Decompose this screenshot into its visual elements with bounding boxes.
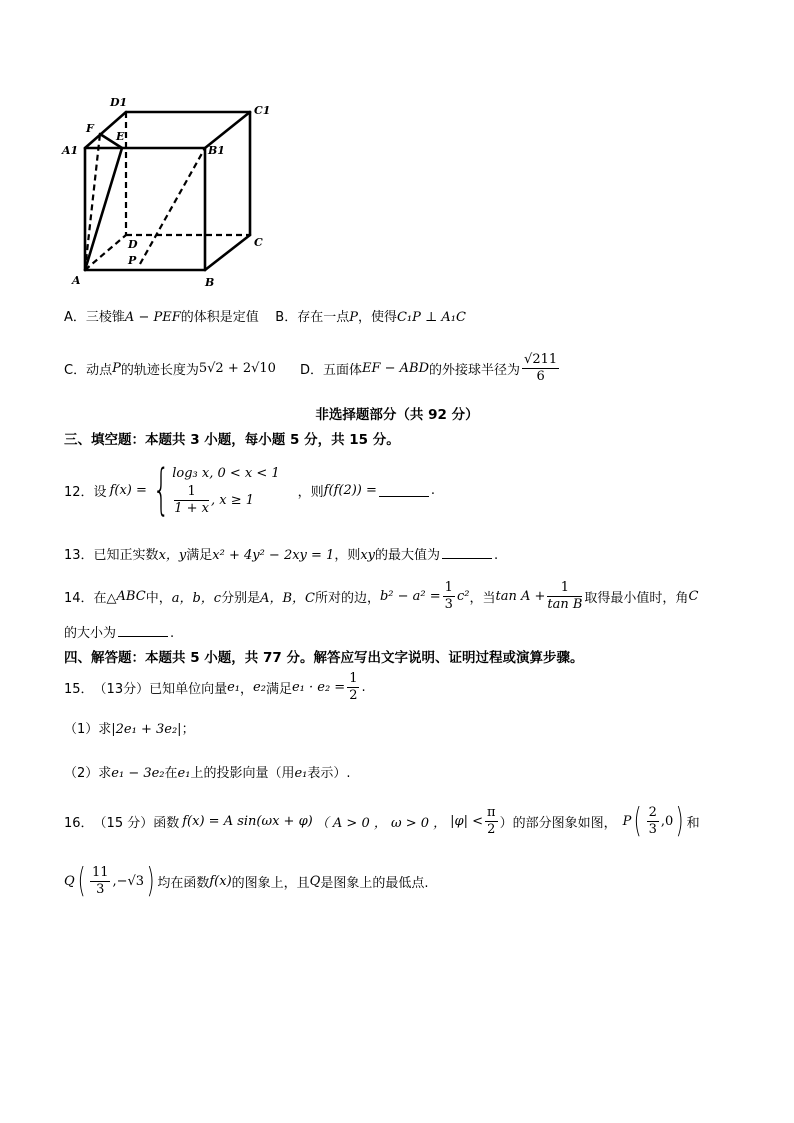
q13-text3: ，则 — [334, 548, 361, 563]
q16-Q-frac — [90, 865, 111, 898]
q14-num: 14． — [64, 590, 94, 606]
q14-eq-frac — [443, 580, 455, 613]
optC-math: 5√2 + 2√10 — [198, 360, 276, 376]
q14-text4: 所对的边， — [314, 590, 380, 606]
q14-sides: a，b，c — [171, 590, 222, 606]
q13-text4: 的最大值为 — [375, 548, 441, 563]
label-F: F — [86, 122, 94, 135]
q14-line1 — [64, 576, 698, 616]
q15-p1-label: （1）求 — [64, 722, 112, 737]
q16-P-y: ,0 — [660, 813, 674, 829]
q16-text1: 函数 — [153, 815, 180, 831]
label-D1: D1 — [110, 96, 128, 109]
optB-math: C₁P ⊥ A₁C — [396, 310, 466, 325]
q16-text2: 均在函数 — [157, 875, 210, 891]
q14-t-frac — [547, 580, 582, 613]
edge-C1B1 — [205, 112, 250, 148]
q12-mid: ，则 — [297, 484, 324, 500]
q12-prefix: 设 — [93, 484, 107, 500]
q15-p2-e1b: e₁ — [294, 766, 308, 781]
q15-num: 15． — [64, 681, 94, 697]
q15-text1: 已知单位向量 — [149, 681, 228, 697]
q16-Q: Q — [64, 873, 75, 889]
optA-math: A − PEF — [124, 310, 181, 325]
q15-p2-text: 在 — [164, 766, 178, 781]
optA-text: 三棱锥 — [85, 310, 125, 325]
optB-text: 存在一点 — [297, 310, 350, 325]
q12 — [64, 457, 435, 523]
q12-case2-den: 1 + x — [174, 500, 209, 516]
q15-p2-e1: e₁ — [177, 766, 191, 781]
q14-eq-right: c² — [456, 588, 470, 604]
q16-Q-rparen: ) — [146, 861, 155, 901]
q12-case2-cond: , x ≥ 1 — [211, 492, 255, 508]
q16-P-num: 2 — [648, 804, 657, 820]
q14-eq-left: b² − a² = — [379, 588, 441, 604]
q13-text1: 已知正实数 — [93, 548, 159, 563]
q15-den-v: 2 — [349, 687, 358, 703]
q15-text2: 满足 — [265, 681, 292, 697]
q14-t-num: 1 — [547, 580, 582, 597]
section-nonchoice-title: 非选择题部分（共 92 分） — [315, 407, 479, 423]
optD-math: EF − ABD — [361, 360, 430, 376]
q12-num: 12． — [64, 484, 94, 500]
q15-dot: e₁ · e₂ = — [291, 679, 346, 695]
q14-text1: 在△ — [93, 590, 117, 606]
q14-end: . — [170, 626, 175, 641]
edge-CB — [205, 235, 250, 270]
q14-line2-text: 的大小为 — [64, 626, 117, 641]
q12-case2-frac — [174, 484, 209, 517]
optB-letter: B． — [275, 310, 298, 325]
q13-vars: x，y — [158, 548, 187, 563]
optD-den: 6 — [536, 368, 545, 384]
q15-comma: ， — [240, 681, 254, 697]
q16-line1 — [64, 800, 700, 842]
q15-p1-end: ； — [181, 722, 195, 737]
q16-Q-num: 11 — [91, 864, 109, 880]
q12-answer-blank[interactable] — [379, 484, 429, 497]
optA-letter: A． — [64, 310, 86, 325]
optC-letter: C． — [64, 362, 87, 378]
q13 — [64, 544, 498, 563]
q14-text6: 取得最小值时，角 — [584, 590, 689, 606]
q14-abc: ABC — [116, 588, 146, 604]
label-E: E — [116, 130, 125, 143]
q16-Q-y: ,−√3 — [112, 873, 145, 889]
optB-p: P — [349, 310, 358, 325]
q15-e1: e₁ — [227, 679, 241, 695]
section3-title: 三、填空题：本题共 3 小题，每小题 5 分，共 15 分。 — [64, 432, 400, 448]
q16-Q-lparen: ( — [77, 861, 86, 901]
q15-frac — [347, 671, 359, 704]
q16-cond: （ A > 0 ， ω > 0 ， — [315, 815, 447, 831]
q12-case1: log₃ x, 0 < x < 1 — [172, 465, 280, 481]
q12-brace: { — [152, 458, 170, 521]
optD-mid: 的外接球半径为 — [429, 362, 521, 378]
optD-letter: D． — [299, 362, 323, 378]
q13-text2: 满足 — [186, 548, 213, 563]
q13-answer-blank[interactable] — [442, 546, 492, 559]
optB-mid: ，使得 — [357, 310, 397, 325]
q16-pi-frac — [485, 805, 498, 838]
q12-fx: f(x) = — [109, 482, 147, 498]
q16-P-frac — [647, 805, 659, 838]
q15-end: . — [361, 679, 366, 695]
q11-options-cd — [64, 348, 561, 388]
q14-t-den: tan B — [547, 596, 583, 612]
q16-two: 2 — [487, 821, 496, 837]
q16-cond-end: ）的部分图象如图， — [499, 815, 617, 831]
q16-fx: f(x) — [209, 873, 232, 889]
q16-num: 16． — [64, 815, 94, 831]
q16-P: P — [622, 813, 632, 829]
q13-num: 13． — [64, 548, 94, 563]
q16-phi: |φ| < — [450, 813, 484, 829]
edge-AE — [85, 148, 122, 270]
q14-eq-num: 1 — [444, 579, 453, 595]
q15-p1-math: |2e₁ + 3e₂| — [111, 722, 182, 737]
cube-figure — [60, 92, 280, 292]
label-D: D — [128, 238, 138, 251]
q14-tanA: tan A + — [495, 588, 546, 604]
q14-answer-blank[interactable] — [118, 624, 168, 637]
q15-p2-math: e₁ − 3e₂ — [111, 766, 165, 781]
label-C1: C1 — [254, 104, 271, 117]
q11-options-ab — [64, 306, 466, 325]
q12-end: . — [430, 482, 436, 498]
q16-pi: π — [487, 804, 496, 820]
optA-tail: 的体积是定值 — [180, 310, 259, 325]
hidden-PB1 — [140, 148, 205, 264]
q15-p2-end: 表示）. — [307, 766, 351, 781]
q16-P-rparen: ) — [675, 801, 684, 841]
q16-text3: 的图象上，且 — [231, 875, 310, 891]
label-A: A — [72, 274, 81, 287]
q16-score: （15 分） — [93, 815, 154, 831]
q14-text2: 中， — [145, 590, 172, 606]
q15-num-v: 1 — [349, 670, 358, 686]
q14-c: C — [688, 588, 699, 604]
q16-P-den: 3 — [648, 821, 657, 837]
q13-xy: xy — [360, 548, 376, 563]
label-P: P — [128, 254, 137, 267]
q12-cases — [172, 464, 279, 517]
optC-mid: 的轨迹长度为 — [120, 362, 199, 378]
q16-text4: 是图象上的最低点. — [320, 875, 429, 891]
q15-stem — [64, 668, 366, 706]
q16-func: f(x) = A sin(ωx + φ) — [182, 813, 313, 829]
q15-part2 — [64, 762, 351, 781]
q16-P-lparen: ( — [633, 801, 642, 841]
q16-Qb: Q — [309, 873, 321, 889]
q16-and: 和 — [686, 815, 700, 831]
q15-p2-text2: 上的投影向量（用 — [190, 766, 295, 781]
q13-eq: x² + 4y² − 2xy = 1 — [212, 548, 335, 563]
label-A1: A1 — [62, 144, 79, 157]
q15-part1 — [64, 718, 195, 737]
q12-case2-num: 1 — [174, 484, 209, 501]
q16-Q-den: 3 — [96, 881, 105, 897]
q15-e2: e₂ — [253, 679, 266, 695]
label-B: B — [205, 276, 215, 289]
optD-text: 五面体 — [322, 362, 362, 378]
label-B1: B1 — [208, 144, 225, 157]
q14-line2 — [64, 622, 174, 641]
q14-text5: ，当 — [469, 590, 496, 606]
optC-text: 动点 — [86, 362, 113, 378]
optD-num: √211 — [524, 351, 558, 367]
q13-end: . — [494, 548, 499, 563]
q15-score: （13分） — [93, 681, 150, 697]
optD-fraction — [522, 352, 559, 385]
q14-eq-den: 3 — [444, 596, 453, 612]
section4-title: 四、解答题：本题共 5 小题，共 77 分。解答应写出文字说明、证明过程或演算步骤。 — [64, 650, 584, 666]
label-C: C — [254, 236, 263, 249]
optC-p: P — [112, 360, 121, 376]
q12-ffx: f(f(2)) = — [323, 482, 377, 498]
q14-text3: 分别是 — [221, 590, 261, 606]
q14-angles: A，B，C — [260, 590, 315, 606]
q16-line2 — [64, 860, 428, 902]
q15-p2-label: （2）求 — [64, 766, 112, 781]
